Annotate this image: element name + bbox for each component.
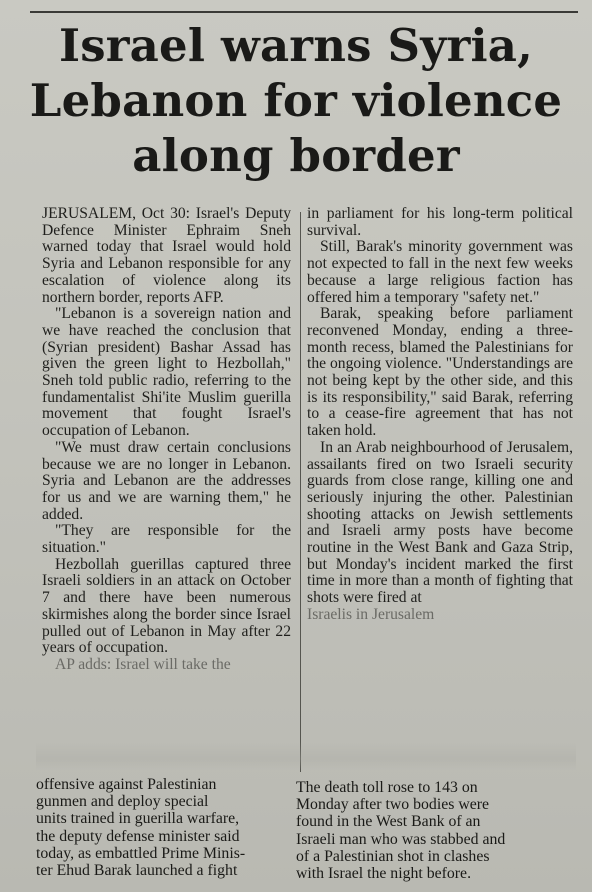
paragraph: "We must draw certain conclusions because we are no longer in Lebanon. Syria and Lebanon are the addresses for us and we are warning them," he added.: [42, 438, 291, 523]
text-line: Monday after two bodies were: [296, 796, 490, 814]
text-line: with Israel the night before.: [296, 865, 472, 883]
paragraph: in parliament for his long-term political survival.: [307, 205, 573, 239]
text-line: The death toll rose to 143 on: [296, 779, 478, 796]
left-column: [42, 206, 291, 674]
headline: [12, 18, 580, 183]
bottom-left-block: [36, 776, 283, 879]
fold-crease: [36, 742, 576, 770]
paragraph: Still, Barak's minority government was not expected to fall in the next few weeks because a large religious faction has offered him a temporary "safety net.": [307, 238, 573, 306]
text-line: offensive against Palestinian: [36, 776, 217, 793]
text-line: of a Palestinian shot in clashes: [296, 847, 490, 865]
top-rule: [30, 11, 578, 13]
faded-line: AP adds: Israel will take the: [55, 655, 231, 673]
faded-line: Israelis in Jerusalem: [307, 605, 435, 623]
paragraph: JERUSALEM, Oct 30: Israel's Deputy Defence Minister Ephraim Sneh warned today that Israel would hold Syria and Lebanon responsible for any escalation of violence along its northern border, reports AFP.: [42, 205, 291, 306]
right-column: [307, 206, 573, 624]
text-line: units trained in guerilla warfare,: [36, 810, 240, 828]
paragraph: "Lebanon is a sovereign nation and we have reached the conclusion that (Syrian president) Bashar Assad has given the green light to Hezbollah," Sneh told public radio, referring to the fundamentalist Shi'ite Muslim guerilla movement that fought Israel's occupation of Lebanon.: [42, 305, 291, 440]
text-line: Israeli man who was stabbed and: [296, 830, 506, 848]
paragraph: In an Arab neighbourhood of Jerusalem, assailants fired on two Israeli security guards from close range, killing one and seriously injuring the other. Palestinian shooting attacks on Jewish settlements and Israeli army posts have become routine in the West Bank and Gaza Strip, but Monday's incident marked the first time in more than a month of fighting that shots were fired at: [307, 438, 573, 607]
text-line: ter Ehud Barak launched a fight: [36, 862, 238, 880]
text-line: today, as embattled Prime Minis-: [36, 844, 246, 862]
text-line: the deputy defense minister said: [36, 827, 240, 845]
headline-line-3: along border: [132, 129, 460, 182]
headline-line-2: Lebanon for violence: [29, 74, 563, 127]
paragraph: Barak, speaking before parliament reconvened Monday, ending a three-month recess, blamed the Palestinians for the ongoing violence. "Understandings are not being kept by the other side, and this is its responsibility," said Barak, referring to a cease-fire agreement that has not taken hold.: [307, 305, 573, 440]
column-divider: [300, 212, 301, 772]
bottom-right-block: [296, 779, 572, 882]
paragraph: Hezbollah guerillas captured three Israeli soldiers in an attack on October 7 and there have been numerous skirmishes along the border since Israel pulled out of Lebanon in May after 22 years of occupation.: [42, 555, 291, 657]
text-line: gunmen and deploy special: [36, 793, 209, 811]
paragraph: "They are responsible for the situation.": [42, 522, 291, 557]
headline-line-1: Israel warns Syria,: [58, 19, 534, 72]
text-line: found in the West Bank of an: [296, 813, 481, 831]
